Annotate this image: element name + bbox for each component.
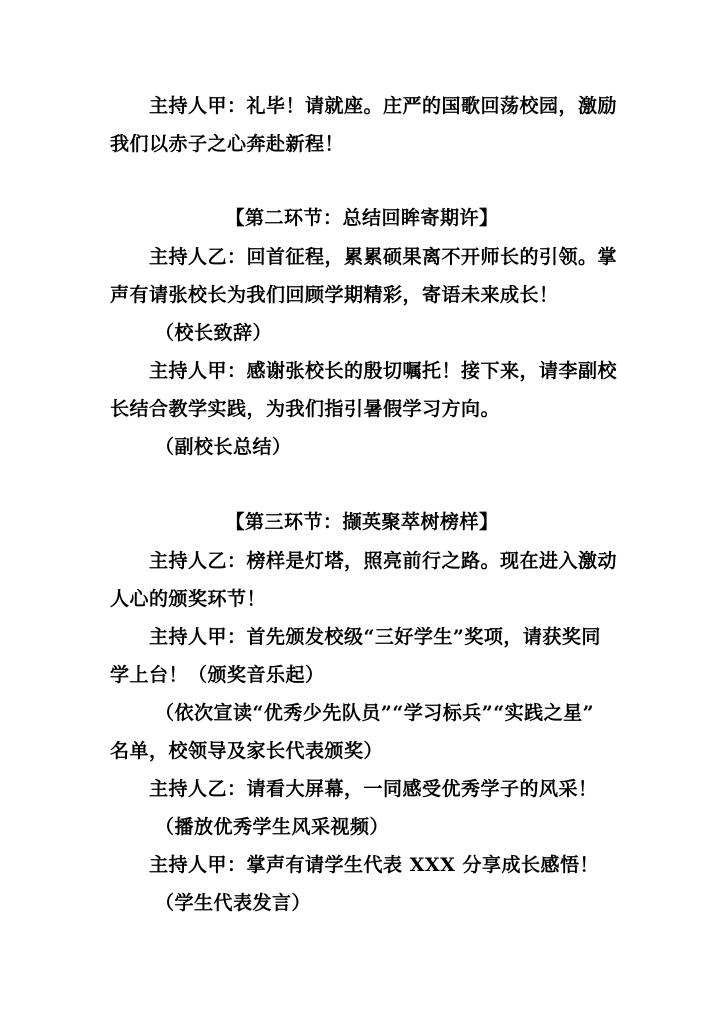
paragraph-line: 名单，校领导及家长代表颁奖） [110,740,384,762]
stage-direction: （依次宣读“优秀少先队员”“学习标兵”“实践之星” [155,702,595,724]
section-heading: 【第二环节：总结回眸寄期许】 [225,207,499,229]
stage-direction: （副校长总结） [155,436,292,458]
paragraph-line: 我们以赤子之心奔赴新程！ [110,133,345,155]
paragraph-line: 主持人甲：掌声有请学生代表 XXX 分享成长感悟！ [149,854,599,876]
paragraph-line: 人心的颁奖环节！ [110,588,267,610]
paragraph-line: 长结合教学实践，为我们指引暑假学习方向。 [110,398,501,420]
paragraph-line: 主持人甲：礼毕！请就座。庄严的国歌回荡校园，激励 [149,95,618,117]
paragraph-line: 声有请张校长为我们回顾学期精彩，寄语未来成长！ [110,284,559,306]
paragraph-line: 主持人乙：榜样是灯塔，照亮前行之路。现在进入激动 [149,550,618,572]
paragraph-line: 主持人甲：首先颁发校级“三好学生”奖项，请获奖同 [149,626,601,648]
paragraph-line: 主持人乙：请看大屏幕，一同感受优秀学子的风采！ [149,778,598,800]
paragraph-line: 学上台！（颁奖音乐起） [110,664,325,686]
stage-direction: （学生代表发言） [155,892,312,914]
paragraph-line: 主持人甲：感谢张校长的殷切嘱托！接下来，请李副校 [149,360,618,382]
stage-direction: （播放优秀学生风采视频） [155,816,390,838]
section-heading: 【第三环节：撷英聚萃树榜样】 [225,511,499,533]
paragraph-line: 主持人乙：回首征程，累累硕果离不开师长的引领。掌 [149,246,618,268]
stage-direction: （校长致辞） [155,322,273,344]
